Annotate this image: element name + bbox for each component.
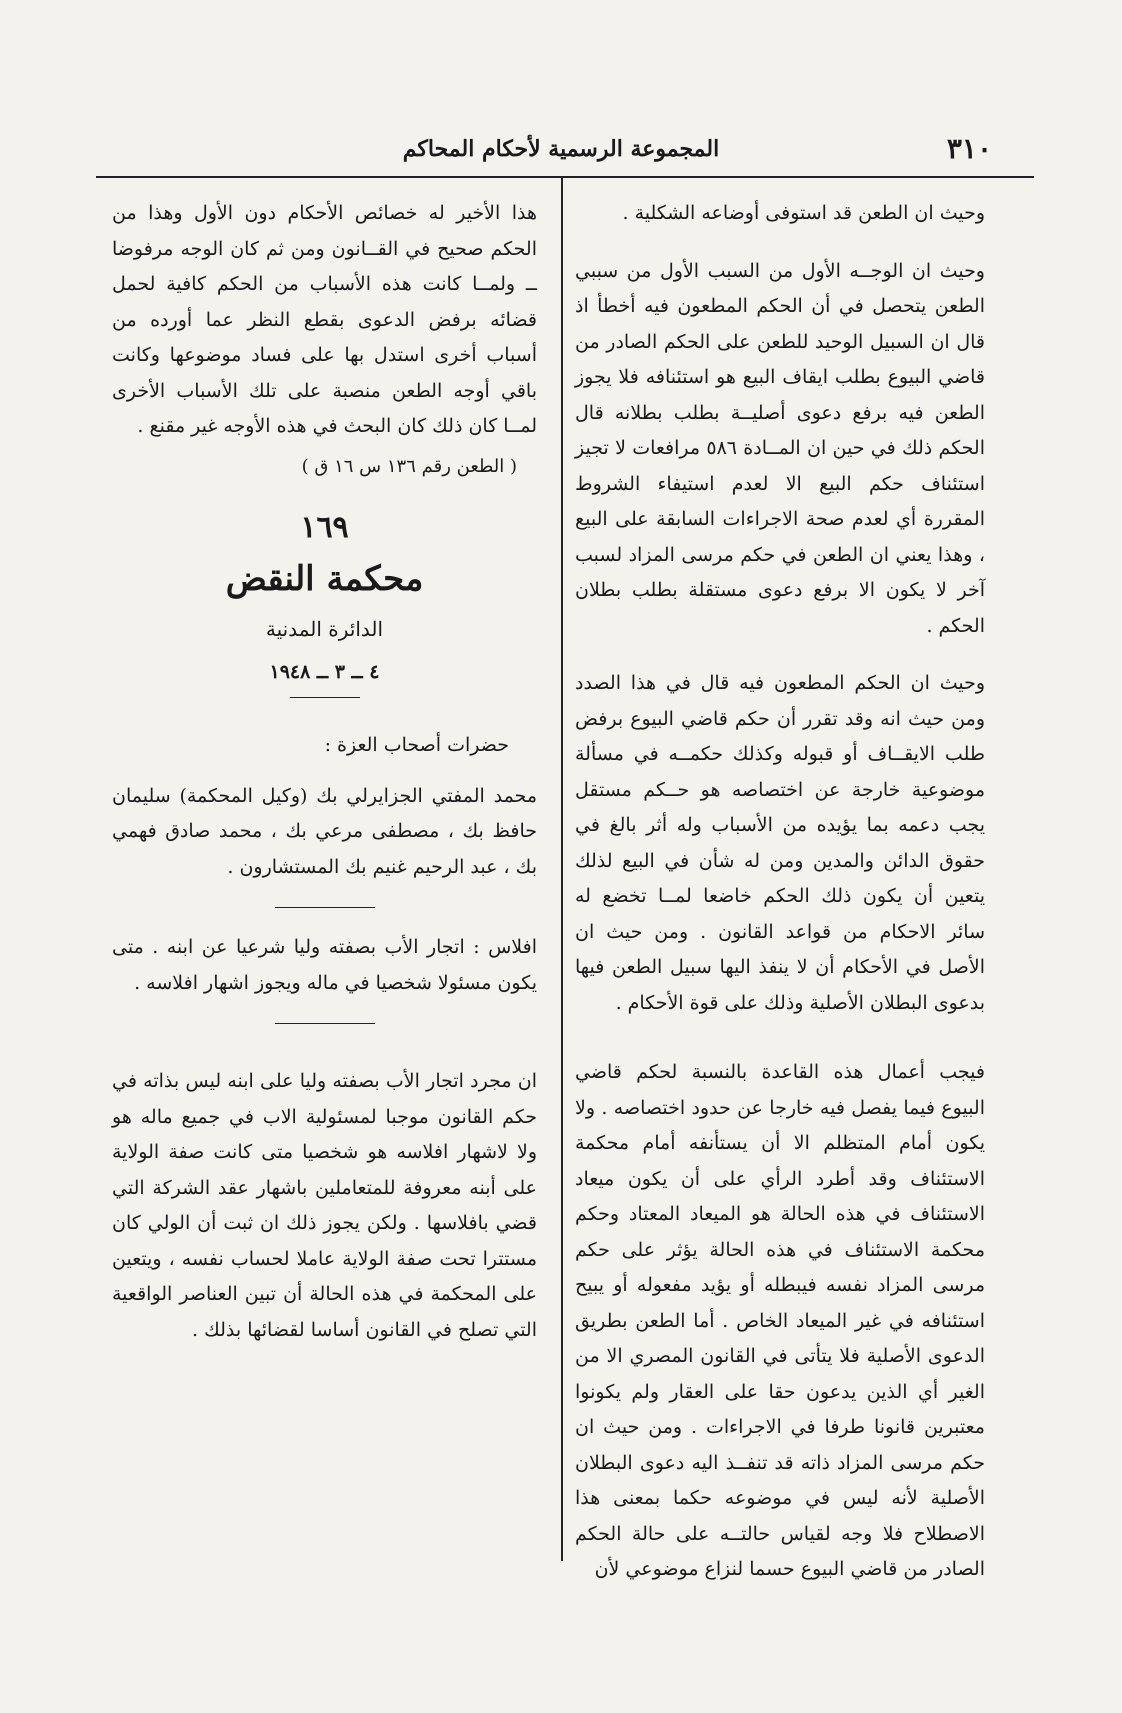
header-rule	[96, 176, 1034, 178]
case-summary: افلاس : اتجار الأب بصفته وليا شرعيا عن ابنه . متى يكون مسئولا شخصيا في ماله ويجوز اشهار افلاسه .	[112, 936, 537, 994]
running-title: المجموعة الرسمية لأحكام المحاكم	[402, 136, 720, 162]
legal-holding: ان مجرد اتجار الأب بصفته وليا على ابنه ليس بذاته في حكم القانون موجبا لمسئولية الاب في جميع ماله هو ولا لاشهار افلاسه هو شخصيا متى كانت صفة الولاية على أبنه معروفة للمتعاملين باشهار عقد الشركة التي قضي بافلاسها . ولكن يجوز ذلك ان ثبت أن الولي كان مستترا تحت صفة الولاية عاملا لحساب نفسه ، ويتعين على المحكمة في هذه الحالة أن تبين العناصر الواقعية التي تصلح في القانون أساسا لقضائها بذلك .	[112, 1070, 537, 1341]
appeal-reference: ( الطعن رقم ١٣٦ س ١٦ ق )	[301, 455, 517, 477]
session-date: ٤ ــ ٣ ــ ١٩٤٨	[269, 660, 380, 683]
judges-list: محمد المفتي الجزايرلي بك (وكيل المحكمة) سليمان حافظ بك ، مصطفى مرعي بك ، محمد صادق فهمي بك ، عبد الرحيم غنيم بك المستشارون .	[112, 784, 537, 878]
paragraph-first-ground: وحيث ان الوجــه الأول من السبب الأول من سببي الطعن يتحصل في أن الحكم المطعون فيه أخطأ اذ قال ان السبيل الوحيد للطعن على الحكم الصادر من قاضي البيوع بطلب ايقاف البيع هو استئنافه فلا يجوز الطعن فيه برفع دعوى أصليــة بطلب بطلانه قال الحكم ذلك في حين ان المــادة ٥٨٦ مرافعات لا تجيز استئناف حكم البيع الا لعدم استيفاء الشروط المقررة أي لعدم صحة الاجراءات السابقة على البيع ، وهذا يعني ان الطعن في حكم مرسى المزاد لسبب آخر لا يكون الا برفع دعوى مستقلة بطلب بطلان الحكم .	[575, 259, 986, 637]
left-column	[112, 196, 537, 1348]
case-number: ١٦٩	[300, 509, 349, 545]
paragraph-formal-acceptance: وحيث ان الطعن قد استوفى أوضاعه الشكلية .	[622, 202, 985, 224]
court-circuit: الدائرة المدنية	[265, 616, 384, 641]
paragraph-judgment-quote: وحيث ان الحكم المطعون فيه قال في هذا الصدد ومن حيث انه وقد تقرر أن حكم قاضي البيوع برفض طلب الايقــاف أو قبوله وكذلك حكمــه في مسألة موضوعية خارجة عن اختصاصه هو حــكم مستقل يجب دعمه بما يؤيده من الأسباب وله أثر بالغ في حقوق الدائن والمدين ومن له شأن في البيع لذلك يتعين أن يكون ذلك الحكم خاضعا لمــا تخضع له سائر الاحكام من قواعد القانون . ومن حيث ان الأصل في الأحكام أن لا ينفذ اليها سبيل الطعن فيها بدعوى البطلان الأصلية وذلك على قوة الأحكام .	[575, 672, 985, 1014]
court-name: محكمة النقض	[225, 558, 424, 599]
page-header	[100, 126, 1022, 172]
section-divider	[290, 697, 360, 698]
presence-heading: حضرات أصحاب العزة :	[324, 733, 509, 756]
paragraph-continuation: هذا الأخير له خصائص الأحكام دون الأول وهذا من الحكم صحيح في القــانون ومن ثم كان الوجه مرفوضا ــ ولمــا كانت هذه الأسباب من الحكم كافية لحمل قضائه برفض الدعوى بقطع النظر عما أورده من أسباب أخرى استدل بها على فساد موضوعها وكانت باقي أوجه الطعن منصبة على تلك الأسباب الأخرى لمــا كان ذلك كان البحث في هذه الأوجه غير مقنع .	[112, 202, 537, 437]
column-divider	[561, 178, 563, 1561]
right-column	[575, 196, 985, 1588]
paragraph-rule-application: فيجب أعمال هذه القاعدة بالنسبة لحكم قاضي البيوع فيما يفصل فيه خارجا عن حدود اختصاصه . ولا يكون أمام المتظلم الا أن يستأنفه أمام محكمة الاستئناف وقد أطرد الرأي على أن يكون ميعاد الاستئناف في هذه الحالة هو الميعاد المعتاد وحكم محكمة الاستئناف في هذه الحالة يؤثر على حكم مرسى المزاد نفسه فيبطله أو يؤيد مفعوله أو يبيح استئنافه في غير الميعاد الخاص . أما الطعن بطريق الدعوى الأصلية فلا يتأتى في القانون المصري الا من الغير أي الذين يدعون حقا على العقار ولم يكونوا معتبرين قانونا طرفا في الاجراءات . ومن حيث ان حكم مرسى المزاد ذاته قد تنفــذ اليه دعوى البطلان الأصلية لأنه ليس في موضوعه حكما بمعنى هذا الاصطلاح فلا وجه لقياس حالتــه على حالة الحكم الصادر من قاضي البيوع حسما لنزاع موضوعي لأن	[575, 1061, 985, 1580]
page-number: ٣١٠	[946, 132, 992, 165]
